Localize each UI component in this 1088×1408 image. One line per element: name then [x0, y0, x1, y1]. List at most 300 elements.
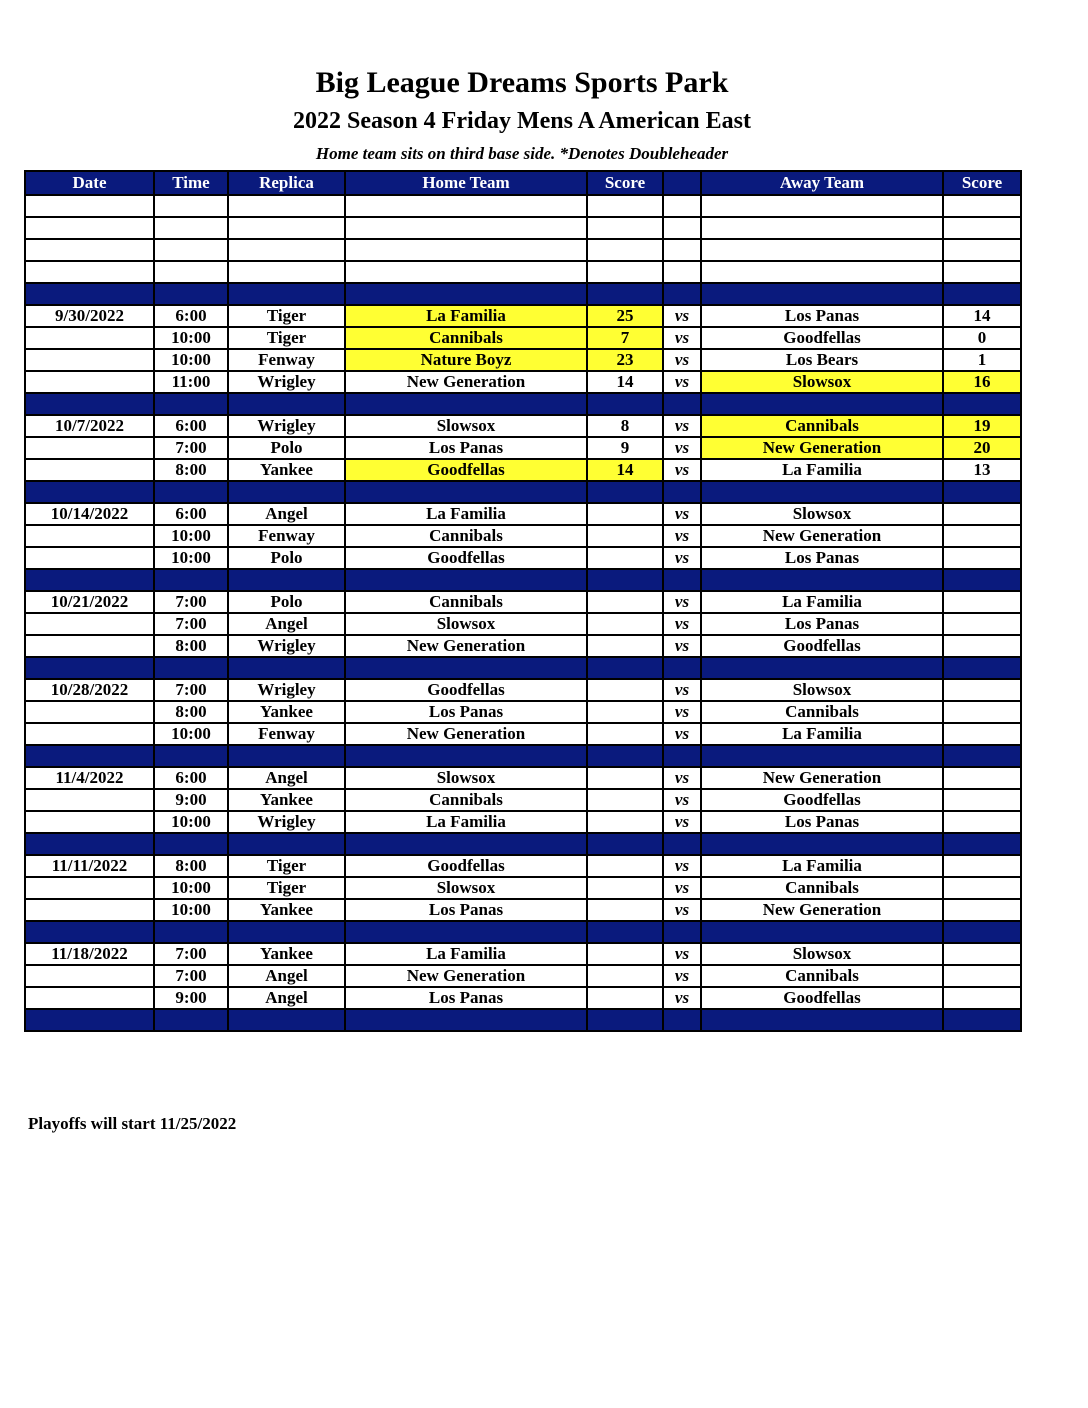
away-score-cell: 16	[943, 371, 1021, 393]
page-title: Big League Dreams Sports Park	[315, 66, 729, 99]
schedule-table	[24, 170, 1022, 1032]
col-replica-header: Replica	[228, 171, 345, 195]
home-team-cell	[345, 283, 587, 305]
date-cell	[25, 283, 154, 305]
date-cell	[25, 393, 154, 415]
home-score-cell: 8	[587, 415, 663, 437]
vs-cell: vs	[663, 877, 701, 899]
home-team-cell: Los Panas	[345, 899, 587, 921]
vs-cell	[663, 283, 701, 305]
separator-row	[25, 657, 1021, 679]
replica-cell	[228, 217, 345, 239]
away-score-cell	[943, 525, 1021, 547]
vs-cell: vs	[663, 525, 701, 547]
away-team-cell: Los Panas	[701, 305, 943, 327]
date-cell: 10/7/2022	[25, 415, 154, 437]
home-score-cell	[587, 943, 663, 965]
home-team-cell: Goodfellas	[345, 547, 587, 569]
table-row	[25, 371, 1021, 393]
table-row	[25, 723, 1021, 745]
table-row	[25, 679, 1021, 701]
separator-row	[25, 481, 1021, 503]
vs-cell: vs	[663, 305, 701, 327]
time-cell: 8:00	[154, 635, 228, 657]
home-score-cell	[587, 481, 663, 503]
home-team-cell	[345, 195, 587, 217]
home-team-cell	[345, 481, 587, 503]
vs-cell	[663, 833, 701, 855]
away-score-cell	[943, 261, 1021, 283]
replica-cell: Angel	[228, 965, 345, 987]
away-score-cell: 0	[943, 327, 1021, 349]
time-cell	[154, 481, 228, 503]
away-score-cell	[943, 195, 1021, 217]
away-team-cell: Slowsox	[701, 371, 943, 393]
date-cell	[25, 789, 154, 811]
date-cell	[25, 239, 154, 261]
vs-cell: vs	[663, 679, 701, 701]
table-row	[25, 789, 1021, 811]
time-cell	[154, 1009, 228, 1031]
away-score-cell	[943, 1009, 1021, 1031]
home-team-cell: New Generation	[345, 635, 587, 657]
time-cell: 6:00	[154, 503, 228, 525]
home-score-cell	[587, 855, 663, 877]
away-team-cell: Goodfellas	[701, 987, 943, 1009]
home-team-cell	[345, 921, 587, 943]
table-row	[25, 327, 1021, 349]
replica-cell: Polo	[228, 591, 345, 613]
vs-cell	[663, 481, 701, 503]
date-cell	[25, 459, 154, 481]
away-team-cell: Goodfellas	[701, 635, 943, 657]
table-row	[25, 877, 1021, 899]
vs-cell: vs	[663, 349, 701, 371]
table-row	[25, 613, 1021, 635]
away-team-cell	[701, 833, 943, 855]
away-team-cell	[701, 481, 943, 503]
replica-cell: Wrigley	[228, 415, 345, 437]
vs-cell: vs	[663, 415, 701, 437]
vs-cell	[663, 195, 701, 217]
vs-cell: vs	[663, 459, 701, 481]
vs-cell	[663, 569, 701, 591]
blank-row	[25, 195, 1021, 217]
replica-cell: Angel	[228, 767, 345, 789]
home-team-cell: Slowsox	[345, 767, 587, 789]
time-cell: 9:00	[154, 789, 228, 811]
date-cell	[25, 745, 154, 767]
home-team-cell	[345, 833, 587, 855]
col-away-score-header: Score	[943, 171, 1021, 195]
date-cell: 10/21/2022	[25, 591, 154, 613]
replica-cell	[228, 283, 345, 305]
away-score-cell	[943, 943, 1021, 965]
time-cell: 8:00	[154, 459, 228, 481]
vs-cell	[663, 217, 701, 239]
vs-cell	[663, 393, 701, 415]
vs-cell: vs	[663, 899, 701, 921]
away-score-cell	[943, 239, 1021, 261]
date-cell	[25, 1009, 154, 1031]
away-score-cell	[943, 745, 1021, 767]
time-cell	[154, 569, 228, 591]
time-cell	[154, 283, 228, 305]
away-score-cell	[943, 217, 1021, 239]
date-cell	[25, 525, 154, 547]
away-score-cell	[943, 877, 1021, 899]
vs-cell: vs	[663, 811, 701, 833]
replica-cell: Yankee	[228, 701, 345, 723]
separator-row	[25, 745, 1021, 767]
replica-cell	[228, 569, 345, 591]
away-score-cell	[943, 921, 1021, 943]
away-score-cell	[943, 613, 1021, 635]
away-score-cell	[943, 965, 1021, 987]
vs-cell: vs	[663, 701, 701, 723]
col-home-score-header: Score	[587, 171, 663, 195]
replica-cell: Wrigley	[228, 679, 345, 701]
vs-cell: vs	[663, 613, 701, 635]
table-row	[25, 943, 1021, 965]
home-score-cell	[587, 393, 663, 415]
col-time-header: Time	[154, 171, 228, 195]
date-cell	[25, 195, 154, 217]
date-cell	[25, 371, 154, 393]
away-team-cell	[701, 261, 943, 283]
table-row	[25, 459, 1021, 481]
away-score-cell	[943, 855, 1021, 877]
time-cell	[154, 657, 228, 679]
separator-row	[25, 921, 1021, 943]
replica-cell: Yankee	[228, 943, 345, 965]
home-team-cell	[345, 393, 587, 415]
home-score-cell: 23	[587, 349, 663, 371]
replica-cell	[228, 239, 345, 261]
vs-cell: vs	[663, 943, 701, 965]
table-row	[25, 525, 1021, 547]
away-team-cell: New Generation	[701, 899, 943, 921]
away-team-cell: Los Bears	[701, 349, 943, 371]
home-score-cell	[587, 503, 663, 525]
away-score-cell	[943, 569, 1021, 591]
home-score-cell	[587, 239, 663, 261]
vs-cell: vs	[663, 437, 701, 459]
home-score-cell	[587, 591, 663, 613]
time-cell: 9:00	[154, 987, 228, 1009]
col-home-team-header: Home Team	[345, 171, 587, 195]
time-cell: 10:00	[154, 327, 228, 349]
replica-cell	[228, 261, 345, 283]
away-score-cell	[943, 899, 1021, 921]
home-team-cell: Cannibals	[345, 327, 587, 349]
replica-cell	[228, 745, 345, 767]
away-team-cell: La Familia	[701, 591, 943, 613]
away-score-cell	[943, 679, 1021, 701]
time-cell	[154, 239, 228, 261]
table-row	[25, 899, 1021, 921]
home-score-cell	[587, 217, 663, 239]
away-score-cell	[943, 481, 1021, 503]
home-score-cell: 14	[587, 459, 663, 481]
time-cell: 7:00	[154, 591, 228, 613]
away-team-cell	[701, 569, 943, 591]
date-cell	[25, 965, 154, 987]
table-row	[25, 547, 1021, 569]
home-team-cell	[345, 261, 587, 283]
home-score-cell: 7	[587, 327, 663, 349]
home-team-cell	[345, 569, 587, 591]
vs-cell	[663, 745, 701, 767]
home-score-cell	[587, 613, 663, 635]
home-score-cell	[587, 701, 663, 723]
replica-cell: Wrigley	[228, 635, 345, 657]
replica-cell	[228, 1009, 345, 1031]
home-team-cell: Los Panas	[345, 987, 587, 1009]
time-cell: 7:00	[154, 679, 228, 701]
away-team-cell	[701, 921, 943, 943]
home-score-cell	[587, 745, 663, 767]
home-team-cell: Slowsox	[345, 613, 587, 635]
table-row	[25, 767, 1021, 789]
away-team-cell	[701, 217, 943, 239]
away-team-cell: Slowsox	[701, 679, 943, 701]
date-cell	[25, 569, 154, 591]
vs-cell: vs	[663, 789, 701, 811]
header-row	[25, 171, 1021, 195]
time-cell: 7:00	[154, 943, 228, 965]
date-cell	[25, 811, 154, 833]
date-cell	[25, 877, 154, 899]
home-team-cell	[345, 217, 587, 239]
replica-cell: Fenway	[228, 349, 345, 371]
away-score-cell	[943, 833, 1021, 855]
time-cell: 10:00	[154, 877, 228, 899]
home-score-cell	[587, 547, 663, 569]
home-team-cell: New Generation	[345, 965, 587, 987]
col-away-team-header: Away Team	[701, 171, 943, 195]
time-cell: 8:00	[154, 855, 228, 877]
col-vs-header	[663, 171, 701, 195]
separator-row	[25, 569, 1021, 591]
vs-cell: vs	[663, 503, 701, 525]
away-score-cell: 19	[943, 415, 1021, 437]
home-score-cell	[587, 965, 663, 987]
home-score-cell	[587, 789, 663, 811]
away-team-cell: Goodfellas	[701, 789, 943, 811]
home-score-cell: 14	[587, 371, 663, 393]
vs-cell	[663, 1009, 701, 1031]
away-team-cell: Los Panas	[701, 811, 943, 833]
replica-cell	[228, 921, 345, 943]
date-cell: 11/11/2022	[25, 855, 154, 877]
home-score-cell	[587, 679, 663, 701]
away-team-cell: New Generation	[701, 767, 943, 789]
away-team-cell: La Familia	[701, 723, 943, 745]
home-team-cell: Goodfellas	[345, 459, 587, 481]
playoffs-note: Playoffs will start 11/25/2022	[28, 1114, 237, 1133]
date-cell	[25, 723, 154, 745]
time-cell: 10:00	[154, 547, 228, 569]
date-cell: 10/28/2022	[25, 679, 154, 701]
vs-cell: vs	[663, 855, 701, 877]
away-score-cell	[943, 701, 1021, 723]
time-cell: 10:00	[154, 349, 228, 371]
home-team-cell: La Familia	[345, 305, 587, 327]
date-cell	[25, 657, 154, 679]
time-cell: 6:00	[154, 305, 228, 327]
home-score-cell	[587, 899, 663, 921]
home-team-cell: Cannibals	[345, 789, 587, 811]
away-team-cell	[701, 195, 943, 217]
replica-cell: Yankee	[228, 789, 345, 811]
home-team-cell: Slowsox	[345, 415, 587, 437]
replica-cell: Tiger	[228, 855, 345, 877]
table-row	[25, 635, 1021, 657]
away-score-cell	[943, 657, 1021, 679]
away-score-cell	[943, 547, 1021, 569]
vs-cell	[663, 657, 701, 679]
vs-cell: vs	[663, 327, 701, 349]
away-score-cell	[943, 283, 1021, 305]
time-cell: 8:00	[154, 701, 228, 723]
date-cell	[25, 635, 154, 657]
away-score-cell: 20	[943, 437, 1021, 459]
replica-cell: Wrigley	[228, 371, 345, 393]
replica-cell: Tiger	[228, 305, 345, 327]
date-cell: 11/4/2022	[25, 767, 154, 789]
home-score-cell	[587, 657, 663, 679]
vs-cell: vs	[663, 723, 701, 745]
separator-row	[25, 283, 1021, 305]
away-team-cell	[701, 745, 943, 767]
home-team-cell: La Familia	[345, 943, 587, 965]
away-score-cell: 1	[943, 349, 1021, 371]
table-row	[25, 965, 1021, 987]
replica-cell: Angel	[228, 987, 345, 1009]
col-date-header: Date	[25, 171, 154, 195]
date-cell	[25, 481, 154, 503]
replica-cell: Fenway	[228, 525, 345, 547]
away-score-cell	[943, 503, 1021, 525]
date-cell	[25, 437, 154, 459]
home-team-cell: Slowsox	[345, 877, 587, 899]
time-cell	[154, 745, 228, 767]
time-cell: 11:00	[154, 371, 228, 393]
away-score-cell	[943, 811, 1021, 833]
date-cell	[25, 349, 154, 371]
home-team-cell	[345, 1009, 587, 1031]
time-cell: 10:00	[154, 525, 228, 547]
schedule-note: Home team sits on third base side. *Denotes Doubleheader	[315, 144, 729, 163]
separator-row	[25, 833, 1021, 855]
replica-cell: Angel	[228, 503, 345, 525]
replica-cell: Angel	[228, 613, 345, 635]
replica-cell: Wrigley	[228, 811, 345, 833]
home-score-cell	[587, 195, 663, 217]
date-cell	[25, 261, 154, 283]
table-row	[25, 437, 1021, 459]
home-score-cell	[587, 833, 663, 855]
vs-cell: vs	[663, 767, 701, 789]
date-cell	[25, 327, 154, 349]
replica-cell: Tiger	[228, 327, 345, 349]
separator-row	[25, 1009, 1021, 1031]
home-score-cell	[587, 1009, 663, 1031]
time-cell: 10:00	[154, 811, 228, 833]
home-score-cell: 9	[587, 437, 663, 459]
date-cell	[25, 613, 154, 635]
time-cell: 6:00	[154, 767, 228, 789]
time-cell	[154, 195, 228, 217]
date-cell	[25, 833, 154, 855]
vs-cell: vs	[663, 547, 701, 569]
date-cell: 11/18/2022	[25, 943, 154, 965]
home-team-cell: Cannibals	[345, 591, 587, 613]
replica-cell: Fenway	[228, 723, 345, 745]
away-score-cell	[943, 987, 1021, 1009]
home-score-cell	[587, 283, 663, 305]
home-team-cell: La Familia	[345, 811, 587, 833]
table-row	[25, 591, 1021, 613]
replica-cell	[228, 393, 345, 415]
away-team-cell: Los Panas	[701, 613, 943, 635]
vs-cell: vs	[663, 635, 701, 657]
replica-cell: Tiger	[228, 877, 345, 899]
home-score-cell	[587, 987, 663, 1009]
home-score-cell	[587, 811, 663, 833]
away-team-cell: Cannibals	[701, 701, 943, 723]
away-score-cell	[943, 635, 1021, 657]
away-team-cell	[701, 283, 943, 305]
time-cell: 7:00	[154, 437, 228, 459]
away-team-cell	[701, 393, 943, 415]
home-score-cell: 25	[587, 305, 663, 327]
away-team-cell: Los Panas	[701, 547, 943, 569]
time-cell: 7:00	[154, 613, 228, 635]
replica-cell: Yankee	[228, 899, 345, 921]
replica-cell	[228, 833, 345, 855]
away-score-cell	[943, 393, 1021, 415]
replica-cell: Polo	[228, 437, 345, 459]
home-score-cell	[587, 921, 663, 943]
away-team-cell: La Familia	[701, 459, 943, 481]
vs-cell: vs	[663, 371, 701, 393]
replica-cell	[228, 481, 345, 503]
away-team-cell: New Generation	[701, 437, 943, 459]
away-team-cell	[701, 1009, 943, 1031]
away-team-cell: Cannibals	[701, 877, 943, 899]
away-team-cell	[701, 657, 943, 679]
table-row	[25, 811, 1021, 833]
away-team-cell	[701, 239, 943, 261]
vs-cell	[663, 239, 701, 261]
table-row	[25, 415, 1021, 437]
time-cell: 10:00	[154, 899, 228, 921]
table-row	[25, 305, 1021, 327]
time-cell	[154, 217, 228, 239]
home-score-cell	[587, 877, 663, 899]
home-team-cell: Los Panas	[345, 701, 587, 723]
table-row	[25, 987, 1021, 1009]
date-cell	[25, 701, 154, 723]
home-score-cell	[587, 635, 663, 657]
page-subtitle: 2022 Season 4 Friday Mens A American East	[292, 108, 751, 134]
away-team-cell: Goodfellas	[701, 327, 943, 349]
home-team-cell	[345, 745, 587, 767]
replica-cell	[228, 195, 345, 217]
away-score-cell	[943, 723, 1021, 745]
